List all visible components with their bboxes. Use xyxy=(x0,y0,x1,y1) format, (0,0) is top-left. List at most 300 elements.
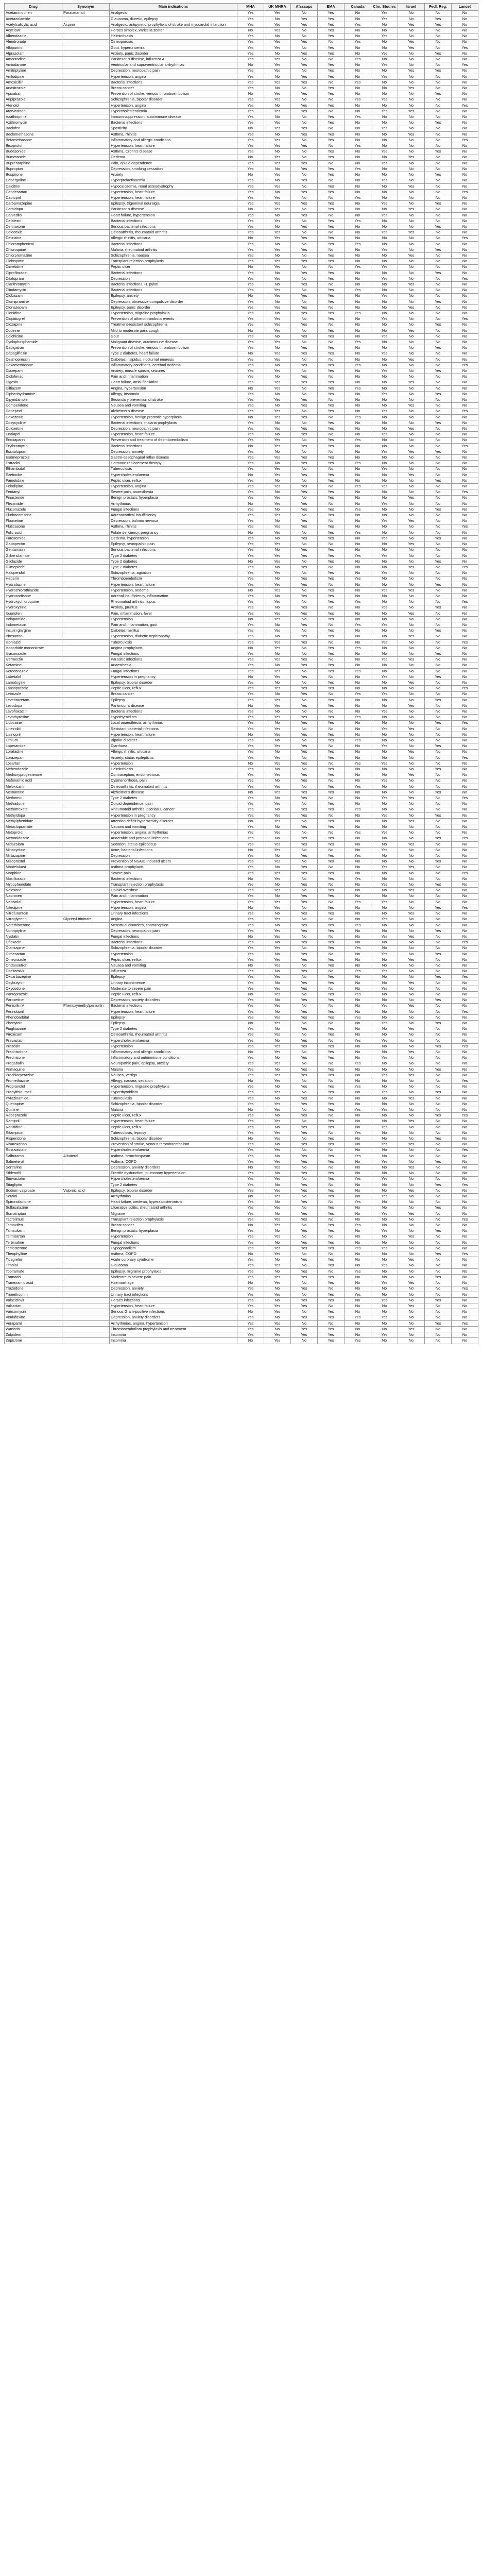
cell-mha: No xyxy=(237,1338,264,1344)
table-row xyxy=(5,86,478,91)
cell-mha: Yes xyxy=(237,178,264,183)
cell-ema: Yes xyxy=(318,547,345,553)
cell-afsscaps: Yes xyxy=(291,403,318,409)
cell-canada: No xyxy=(345,824,371,830)
cell-drug: Bisoprolol xyxy=(5,143,62,149)
cell-lancet: No xyxy=(452,1211,478,1216)
cell-lancet: No xyxy=(452,420,478,426)
cell-uk-mhra: No xyxy=(264,997,291,1003)
table-row xyxy=(5,790,478,795)
cell-drug: Ranitidine xyxy=(5,1124,62,1130)
cell-ema: No xyxy=(318,466,345,472)
cell-clin-studies: No xyxy=(371,1338,398,1344)
cell-ema: No xyxy=(318,812,345,818)
cell-clin-studies: Yes xyxy=(371,1246,398,1251)
cell-afsscaps: No xyxy=(291,10,318,16)
cell-lancet: No xyxy=(452,616,478,622)
cell-ema: No xyxy=(318,143,345,149)
cell-israel: No xyxy=(398,114,425,120)
cell-afsscaps: No xyxy=(291,86,318,91)
table-row xyxy=(5,668,478,674)
cell-synonym xyxy=(62,1038,110,1043)
cell-afsscaps: No xyxy=(291,183,318,189)
cell-mha: No xyxy=(237,761,264,767)
cell-afsscaps: No xyxy=(291,628,318,634)
cell-lancet: No xyxy=(452,668,478,674)
cell-israel: No xyxy=(398,674,425,680)
cell-afsscaps: Yes xyxy=(291,1268,318,1274)
cell-mha: No xyxy=(237,1309,264,1315)
cell-ema: No xyxy=(318,830,345,836)
cell-fedl-reg: No xyxy=(425,495,452,501)
cell-canada: Yes xyxy=(345,622,371,628)
cell-fedl-reg: No xyxy=(425,357,452,362)
cell-lancet: No xyxy=(452,299,478,304)
table-row xyxy=(5,830,478,836)
cell-synonym xyxy=(62,340,110,345)
table-row xyxy=(5,1095,478,1101)
cell-synonym: Glyceryl trinitrate xyxy=(62,917,110,922)
cell-clin-studies: Yes xyxy=(371,392,398,397)
cell-clin-studies: No xyxy=(371,472,398,478)
cell-uk-mhra: Yes xyxy=(264,62,291,68)
cell-mha: Yes xyxy=(237,628,264,634)
cell-israel: No xyxy=(398,622,425,628)
cell-fedl-reg: No xyxy=(425,576,452,582)
cell-lancet: No xyxy=(452,1038,478,1043)
table-row xyxy=(5,524,478,530)
cell-mha: Yes xyxy=(237,691,264,697)
cell-afsscaps: No xyxy=(291,974,318,980)
cell-canada: No xyxy=(345,726,371,732)
cell-fedl-reg: Yes xyxy=(425,674,452,680)
cell-mha: Yes xyxy=(237,478,264,484)
cell-clin-studies: No xyxy=(371,634,398,639)
table-row xyxy=(5,380,478,385)
cell-uk-mhra: Yes xyxy=(264,801,291,807)
cell-main-indications: Arrhythmias xyxy=(110,1194,237,1199)
cell-israel: No xyxy=(398,51,425,57)
table-row xyxy=(5,259,478,264)
cell-lancet: No xyxy=(452,1240,478,1245)
cell-synonym xyxy=(62,582,110,587)
cell-fedl-reg: No xyxy=(425,103,452,108)
cell-afsscaps: Yes xyxy=(291,1246,318,1251)
cell-israel: No xyxy=(398,1315,425,1320)
cell-fedl-reg: No xyxy=(425,397,452,403)
cell-synonym xyxy=(62,16,110,22)
cell-clin-studies: No xyxy=(371,749,398,755)
cell-lancet: No xyxy=(452,287,478,293)
cell-fedl-reg: No xyxy=(425,374,452,380)
cell-clin-studies: No xyxy=(371,155,398,160)
cell-drug: Losartan xyxy=(5,761,62,767)
cell-main-indications: Analgesic, antipyretic, prophylaxis of stroke and myocardial infarction xyxy=(110,22,237,28)
cell-drug: Enalapril xyxy=(5,432,62,437)
cell-uk-mhra: No xyxy=(264,634,291,639)
cell-israel: No xyxy=(398,709,425,715)
cell-lancet: No xyxy=(452,340,478,345)
table-row xyxy=(5,888,478,893)
cell-afsscaps: No xyxy=(291,1165,318,1171)
cell-uk-mhra: Yes xyxy=(264,963,291,969)
cell-afsscaps: No xyxy=(291,1292,318,1297)
cell-fedl-reg: No xyxy=(425,62,452,68)
cell-ema: Yes xyxy=(318,680,345,686)
cell-uk-mhra: Yes xyxy=(264,703,291,708)
cell-fedl-reg: Yes xyxy=(425,558,452,564)
cell-clin-studies: No xyxy=(371,715,398,720)
table-row xyxy=(5,639,478,645)
cell-clin-studies: No xyxy=(371,253,398,259)
cell-lancet: No xyxy=(452,622,478,628)
cell-clin-studies: Yes xyxy=(371,553,398,558)
cell-afsscaps: Yes xyxy=(291,489,318,495)
cell-synonym xyxy=(62,270,110,276)
cell-ema: Yes xyxy=(318,1309,345,1315)
cell-synonym xyxy=(62,830,110,836)
cell-israel: No xyxy=(398,790,425,795)
cell-israel: Yes xyxy=(398,772,425,778)
cell-main-indications: Hypertension, diabetic nephropathy xyxy=(110,634,237,639)
cell-fedl-reg: No xyxy=(425,616,452,622)
cell-synonym xyxy=(62,986,110,991)
cell-clin-studies: No xyxy=(371,1275,398,1280)
cell-uk-mhra: Yes xyxy=(264,1136,291,1142)
cell-drug: Levothyroxine xyxy=(5,715,62,720)
cell-drug: Prednisone xyxy=(5,1055,62,1061)
cell-afsscaps: Yes xyxy=(291,282,318,287)
cell-fedl-reg: No xyxy=(425,1257,452,1263)
table-row xyxy=(5,241,478,247)
cell-afsscaps: Yes xyxy=(291,507,318,513)
cell-israel: No xyxy=(398,697,425,703)
table-row xyxy=(5,587,478,593)
cell-mha: Yes xyxy=(237,484,264,489)
table-row xyxy=(5,1223,478,1228)
cell-fedl-reg: No xyxy=(425,963,452,969)
cell-uk-mhra: Yes xyxy=(264,1205,291,1211)
cell-drug: Tamoxifen xyxy=(5,1223,62,1228)
cell-lancet: No xyxy=(452,484,478,489)
cell-clin-studies: Yes xyxy=(371,570,398,576)
cell-ema: No xyxy=(318,848,345,853)
cell-synonym xyxy=(62,212,110,218)
cell-ema: Yes xyxy=(318,841,345,847)
cell-lancet: No xyxy=(452,91,478,97)
cell-israel: No xyxy=(398,120,425,126)
cell-afsscaps: No xyxy=(291,819,318,824)
cell-ema: No xyxy=(318,691,345,697)
cell-main-indications: Hypertension, heart failure xyxy=(110,582,237,587)
cell-clin-studies: No xyxy=(371,1118,398,1124)
cell-uk-mhra: No xyxy=(264,149,291,155)
cell-mha: Yes xyxy=(237,801,264,807)
cell-ema: Yes xyxy=(318,437,345,443)
cell-ema: Yes xyxy=(318,333,345,339)
cell-uk-mhra: Yes xyxy=(264,1021,291,1026)
cell-canada: No xyxy=(345,1280,371,1286)
cell-mha: Yes xyxy=(237,997,264,1003)
cell-israel: No xyxy=(398,784,425,789)
cell-synonym xyxy=(62,1199,110,1205)
cell-israel: Yes xyxy=(398,357,425,362)
cell-lancet: Yes xyxy=(452,1113,478,1118)
cell-afsscaps: Yes xyxy=(291,663,318,668)
cell-uk-mhra: Yes xyxy=(264,472,291,478)
cell-canada: No xyxy=(345,778,371,784)
cell-israel: No xyxy=(398,1176,425,1182)
cell-ema: Yes xyxy=(318,235,345,241)
cell-clin-studies: Yes xyxy=(371,1211,398,1216)
cell-canada: No xyxy=(345,1257,371,1263)
cell-drug: Haloperidol xyxy=(5,570,62,576)
cell-israel: No xyxy=(398,345,425,351)
cell-clin-studies: Yes xyxy=(371,587,398,593)
cell-afsscaps: No xyxy=(291,668,318,674)
cell-lancet: No xyxy=(452,1303,478,1309)
cell-clin-studies: Yes xyxy=(371,149,398,155)
table-row xyxy=(5,663,478,668)
cell-ema: Yes xyxy=(318,224,345,230)
cell-lancet: Yes xyxy=(452,905,478,911)
cell-mha: Yes xyxy=(237,420,264,426)
cell-israel: Yes xyxy=(398,328,425,333)
cell-clin-studies: Yes xyxy=(371,743,398,749)
cell-synonym xyxy=(62,380,110,385)
cell-lancet: No xyxy=(452,1072,478,1078)
cell-mha: Yes xyxy=(237,686,264,691)
cell-ema: Yes xyxy=(318,853,345,859)
table-row xyxy=(5,513,478,518)
cell-lancet: No xyxy=(452,1194,478,1199)
cell-synonym xyxy=(62,230,110,235)
cell-ema: Yes xyxy=(318,686,345,691)
cell-canada: Yes xyxy=(345,1014,371,1020)
cell-main-indications: Arrhythmias, angina, hypertension xyxy=(110,1320,237,1326)
cell-canada: No xyxy=(345,403,371,409)
cell-israel: No xyxy=(398,536,425,541)
cell-afsscaps: Yes xyxy=(291,605,318,611)
cell-israel: No xyxy=(398,1055,425,1061)
cell-fedl-reg: No xyxy=(425,824,452,830)
cell-drug: Lisinopril xyxy=(5,732,62,738)
cell-israel: No xyxy=(398,1014,425,1020)
cell-clin-studies: No xyxy=(371,945,398,951)
cell-clin-studies: Yes xyxy=(371,709,398,715)
cell-lancet: No xyxy=(452,86,478,91)
cell-main-indications: Transplant rejection prophylaxis xyxy=(110,882,237,888)
cell-clin-studies: No xyxy=(371,876,398,882)
cell-clin-studies: Yes xyxy=(371,1315,398,1320)
cell-ema: No xyxy=(318,432,345,437)
cell-clin-studies: Yes xyxy=(371,536,398,541)
cell-clin-studies: No xyxy=(371,120,398,126)
table-row xyxy=(5,859,478,865)
cell-main-indications: Transplant rejection prophylaxis xyxy=(110,1217,237,1223)
cell-uk-mhra: No xyxy=(264,253,291,259)
cell-main-indications: Type 2 diabetes xyxy=(110,1026,237,1032)
cell-uk-mhra: No xyxy=(264,241,291,247)
cell-afsscaps: Yes xyxy=(291,674,318,680)
cell-uk-mhra: Yes xyxy=(264,870,291,876)
cell-afsscaps: Yes xyxy=(291,1038,318,1043)
cell-canada: Yes xyxy=(345,264,371,270)
cell-lancet: No xyxy=(452,1292,478,1297)
cell-israel: No xyxy=(398,738,425,743)
cell-main-indications: Parkinson's disease, influenza A xyxy=(110,57,237,62)
cell-drug: Nortriptyline xyxy=(5,928,62,934)
cell-ema: Yes xyxy=(318,276,345,281)
cell-lancet: No xyxy=(452,899,478,905)
cell-uk-mhra: Yes xyxy=(264,715,291,720)
cell-lancet: Yes xyxy=(452,235,478,241)
cell-drug: Escitalopram xyxy=(5,449,62,455)
cell-mha: Yes xyxy=(237,247,264,252)
cell-main-indications: Type 2 diabetes, heart failure xyxy=(110,351,237,357)
cell-uk-mhra: No xyxy=(264,392,291,397)
cell-uk-mhra: No xyxy=(264,1095,291,1101)
cell-israel: Yes xyxy=(398,911,425,917)
cell-lancet: No xyxy=(452,801,478,807)
cell-israel: No xyxy=(398,166,425,172)
cell-ema: Yes xyxy=(318,1055,345,1061)
cell-synonym xyxy=(62,801,110,807)
table-row xyxy=(5,201,478,207)
cell-drug: Quinine xyxy=(5,1107,62,1113)
cell-drug: Mycophenolate xyxy=(5,882,62,888)
cell-canada: Yes xyxy=(345,645,371,651)
cell-israel: No xyxy=(398,628,425,634)
cell-drug: Cefalexin xyxy=(5,218,62,224)
cell-clin-studies: No xyxy=(371,1257,398,1263)
cell-israel: No xyxy=(398,97,425,103)
cell-synonym xyxy=(62,235,110,241)
cell-lancet: No xyxy=(452,893,478,899)
cell-ema: Yes xyxy=(318,495,345,501)
cell-drug: Nitrofurantoin xyxy=(5,911,62,917)
cell-synonym xyxy=(62,155,110,160)
cell-mha: Yes xyxy=(237,57,264,62)
cell-canada: Yes xyxy=(345,1107,371,1113)
table-row xyxy=(5,1061,478,1066)
cell-afsscaps: Yes xyxy=(291,536,318,541)
cell-clin-studies: Yes xyxy=(371,1332,398,1338)
cell-drug: Verapamil xyxy=(5,1320,62,1326)
cell-mha: Yes xyxy=(237,1043,264,1049)
cell-lancet: Yes xyxy=(452,639,478,645)
cell-afsscaps: No xyxy=(291,357,318,362)
cell-ema: Yes xyxy=(318,1332,345,1338)
cell-synonym xyxy=(62,293,110,299)
cell-uk-mhra: Yes xyxy=(264,587,291,593)
cell-synonym xyxy=(62,1124,110,1130)
cell-drug: Chloramphenicol xyxy=(5,241,62,247)
cell-ema: No xyxy=(318,726,345,732)
cell-drug: Budesonide xyxy=(5,149,62,155)
cell-mha: Yes xyxy=(237,1205,264,1211)
cell-canada: No xyxy=(345,495,371,501)
cell-drug: Amitriptyline xyxy=(5,68,62,74)
cell-mha: No xyxy=(237,558,264,564)
cell-uk-mhra: Yes xyxy=(264,155,291,160)
table-row xyxy=(5,1118,478,1124)
cell-afsscaps: Yes xyxy=(291,957,318,962)
cell-synonym xyxy=(62,570,110,576)
cell-ema: Yes xyxy=(318,870,345,876)
cell-israel: No xyxy=(398,28,425,33)
cell-lancet: No xyxy=(452,1332,478,1338)
cell-clin-studies: No xyxy=(371,91,398,97)
cell-mha: No xyxy=(237,501,264,506)
cell-afsscaps: No xyxy=(291,495,318,501)
cell-uk-mhra: No xyxy=(264,547,291,553)
cell-afsscaps: No xyxy=(291,1107,318,1113)
cell-mha: Yes xyxy=(237,1275,264,1280)
cell-synonym xyxy=(62,749,110,755)
cell-main-indications: Bacterial infections xyxy=(110,241,237,247)
table-row xyxy=(5,143,478,149)
table-row xyxy=(5,732,478,738)
cell-drug: Clonazepam xyxy=(5,304,62,310)
cell-israel: No xyxy=(398,1130,425,1136)
cell-canada: No xyxy=(345,478,371,484)
cell-uk-mhra: Yes xyxy=(264,790,291,795)
cell-main-indications: Hypertension xyxy=(110,761,237,767)
cell-drug: Misoprostol xyxy=(5,859,62,865)
cell-lancet: No xyxy=(452,651,478,657)
cell-ema: No xyxy=(318,80,345,86)
cell-israel: No xyxy=(398,928,425,934)
cell-afsscaps: Yes xyxy=(291,1055,318,1061)
cell-drug: Omeprazole xyxy=(5,957,62,962)
cell-fedl-reg: No xyxy=(425,1032,452,1038)
cell-mha: Yes xyxy=(237,45,264,50)
cell-clin-studies: No xyxy=(371,1268,398,1274)
cell-uk-mhra: Yes xyxy=(264,876,291,882)
cell-mha: Yes xyxy=(237,304,264,310)
cell-drug: Telmisartan xyxy=(5,1234,62,1240)
cell-canada: No xyxy=(345,674,371,680)
cell-lancet: No xyxy=(452,472,478,478)
cell-lancet: No xyxy=(452,126,478,131)
cell-ema: No xyxy=(318,639,345,645)
cell-israel: No xyxy=(398,639,425,645)
cell-afsscaps: No xyxy=(291,57,318,62)
cell-afsscaps: Yes xyxy=(291,836,318,841)
cell-clin-studies: No xyxy=(371,420,398,426)
cell-clin-studies: Yes xyxy=(371,201,398,207)
cell-clin-studies: Yes xyxy=(371,761,398,767)
cell-main-indications: Peptic ulcer xyxy=(110,264,237,270)
cell-canada: No xyxy=(345,16,371,22)
cell-mha: Yes xyxy=(237,1246,264,1251)
cell-mha: Yes xyxy=(237,80,264,86)
cell-afsscaps: Yes xyxy=(291,518,318,524)
cell-ema: No xyxy=(318,899,345,905)
cell-uk-mhra: Yes xyxy=(264,259,291,264)
cell-main-indications: Epilepsy, trigeminal neuralgia xyxy=(110,201,237,207)
cell-mha: Yes xyxy=(237,507,264,513)
cell-drug: Methyldopa xyxy=(5,812,62,818)
cell-ema: Yes xyxy=(318,455,345,461)
cell-uk-mhra: Yes xyxy=(264,639,291,645)
cell-lancet: No xyxy=(452,109,478,114)
cell-fedl-reg: Yes xyxy=(425,1297,452,1303)
cell-mha: No xyxy=(237,732,264,738)
cell-mha: Yes xyxy=(237,1009,264,1014)
cell-main-indications: Bacterial infections xyxy=(110,443,237,449)
